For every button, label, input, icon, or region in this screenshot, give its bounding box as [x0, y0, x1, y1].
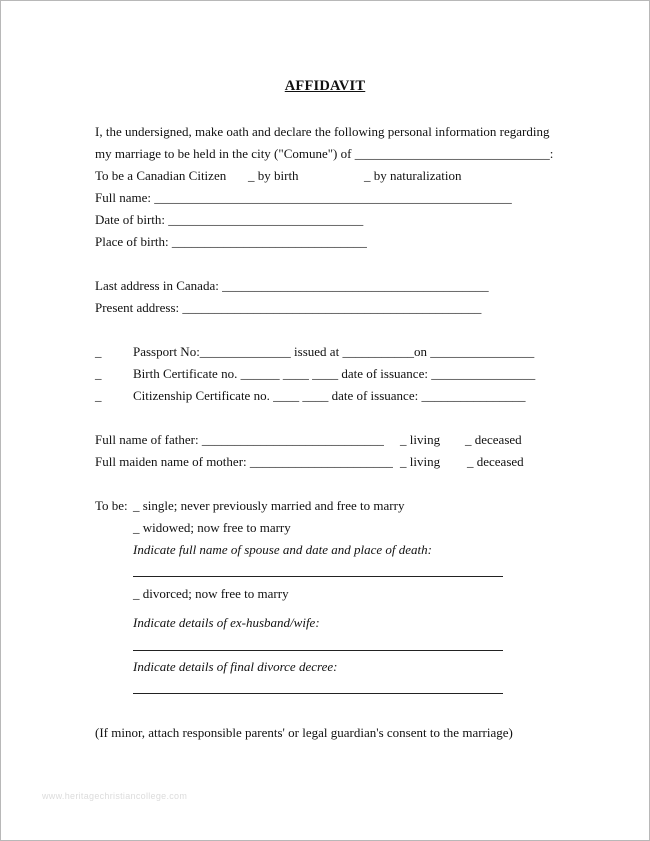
- divorce-decree-details-line[interactable]: [133, 693, 503, 694]
- father-name-field[interactable]: Full name of father: ____________________________: [95, 432, 384, 447]
- intro-line-2: my marriage to be held in the city ("Comune") of ______________________________:: [95, 146, 554, 161]
- date-of-birth-field[interactable]: Date of birth: ______________________________: [95, 212, 364, 227]
- widowed-option[interactable]: _ widowed; now free to marry: [133, 520, 291, 535]
- full-name-field[interactable]: Full name: _______________________________________________________: [95, 190, 512, 205]
- mother-name-field[interactable]: Full maiden name of mother: ______________________: [95, 454, 393, 469]
- passport-checkbox[interactable]: _: [95, 344, 102, 359]
- divorce-decree-instruction: Indicate details of final divorce decree:: [133, 659, 338, 674]
- mother-deceased-option[interactable]: _ deceased: [467, 454, 524, 469]
- place-of-birth-field[interactable]: Place of birth: ______________________________: [95, 234, 367, 249]
- citizen-label: To be a Canadian Citizen: [95, 168, 227, 183]
- birth-certificate-checkbox[interactable]: _: [95, 366, 102, 381]
- ex-spouse-details-line[interactable]: [133, 650, 503, 651]
- widowed-details-line[interactable]: [133, 576, 503, 577]
- by-naturalization-option[interactable]: _ by naturalization: [364, 168, 462, 183]
- last-address-field[interactable]: Last address in Canada: _________________________________________: [95, 278, 489, 293]
- by-birth-option[interactable]: _ by birth: [248, 168, 299, 183]
- father-living-option[interactable]: _ living: [400, 432, 441, 447]
- birth-certificate-text: Birth Certificate no. ______ ____ ____ date of issuance: ________________: [133, 366, 536, 381]
- mother-living-option[interactable]: _ living: [400, 454, 441, 469]
- widowed-instruction: Indicate full name of spouse and date and place of death:: [133, 542, 432, 557]
- intro-line-1: I, the undersigned, make oath and declare the following personal information regarding: [95, 124, 550, 139]
- divorced-option[interactable]: _ divorced; now free to marry: [133, 586, 289, 601]
- citizenship-certificate-checkbox[interactable]: _: [95, 388, 102, 403]
- present-address-field[interactable]: Present address: ______________________________________________: [95, 300, 482, 315]
- ex-spouse-instruction: Indicate details of ex-husband/wife:: [133, 615, 320, 630]
- passport-text: Passport No:______________ issued at ___________on ________________: [133, 344, 535, 359]
- citizenship-certificate-text: Citizenship Certificate no. ____ ____ date of issuance: ________________: [133, 388, 526, 403]
- to-be-label: To be:: [95, 498, 128, 513]
- father-deceased-option[interactable]: _ deceased: [465, 432, 522, 447]
- document-title: AFFIDAVIT: [284, 78, 366, 94]
- watermark: www.heritagechristiancollege.com: [42, 791, 188, 801]
- single-option[interactable]: _ single; never previously married and free to marry: [133, 498, 405, 513]
- minor-consent-note: (If minor, attach responsible parents' or legal guardian's consent to the marriage): [95, 725, 513, 740]
